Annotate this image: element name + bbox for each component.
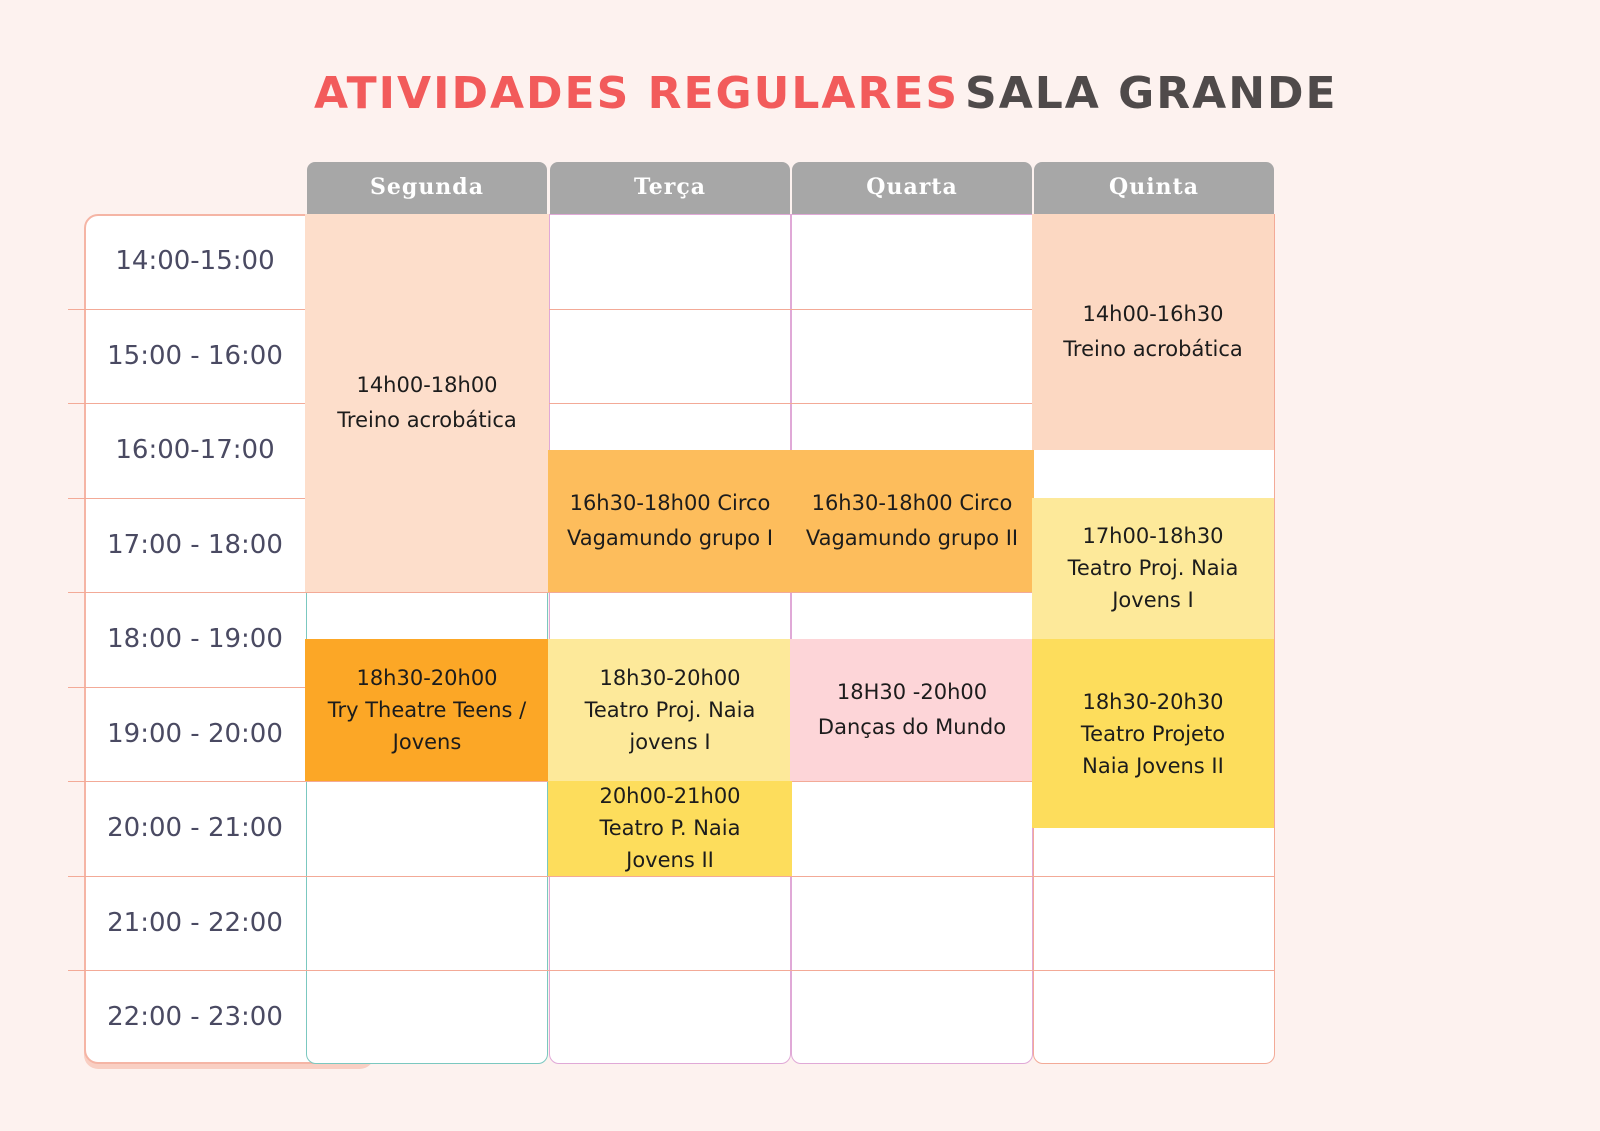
event-block[interactable] [790,450,1034,592]
event-text: Jovens I [1112,588,1194,613]
day-header-segunda: Segunda [307,162,547,214]
event-text: Try Theatre Teens / [327,698,527,723]
event-block[interactable] [305,214,549,592]
event-text: Teatro P. Naia [599,816,741,841]
event-text: 17h00-18h30 [1082,524,1224,549]
event-text: Teatro Proj. Naia [584,698,756,723]
event-text: 16h30-18h00 Circo [811,491,1013,516]
event-block[interactable] [790,639,1034,781]
event-block[interactable] [1032,639,1274,828]
event-text: jovens I [629,730,711,755]
time-slot-label: 14:00-15:00 [115,246,275,276]
event-text: Danças do Mundo [817,715,1007,740]
time-slot-label: 22:00 - 23:00 [107,1002,283,1032]
page-title: ATIVIDADES REGULARES [314,68,960,119]
room-title: SALA GRANDE [965,68,1338,119]
event-text: Treino acrobática [337,408,517,432]
event-text: Teatro Proj. Naia [1067,556,1239,581]
time-slot-label: 19:00 - 20:00 [107,718,283,749]
event-text: 18h30-20h30 [1082,689,1224,714]
day-header-quinta: Quinta [1034,162,1274,214]
time-slot-label: 16:00-17:00 [115,435,275,465]
event-text: 18h30-20h00 [599,666,741,691]
time-slot-label: 21:00 - 22:00 [107,907,283,938]
day-header-terca: Terça [550,162,790,214]
event-block[interactable] [548,639,792,781]
day-header-quarta: Quarta [792,162,1032,214]
event-text: Jovens II [626,848,714,873]
event-text: Naia Jovens II [1082,753,1224,778]
time-slot-label: 18:00 - 19:00 [107,624,283,654]
time-slot-label: 15:00 - 16:00 [107,340,283,371]
event-text: 14h00-18h00 [356,373,498,397]
event-text: 20h00-21h00 [599,784,741,809]
event-block[interactable] [548,450,792,592]
event-block[interactable] [548,781,792,876]
time-slot-label: 17:00 - 18:00 [107,529,283,560]
event-text: Teatro Projeto [1080,721,1226,746]
time-slot-label: 20:00 - 21:00 [107,813,283,843]
event-text: Treino acrobática [1063,337,1243,362]
event-block[interactable] [1032,214,1274,450]
event-text: Jovens [392,730,462,755]
event-text: 14h00-16h30 [1082,302,1224,327]
event-text: 18H30 -20h00 [836,680,988,705]
event-text: 18h30-20h00 [356,666,498,691]
event-block[interactable] [1032,498,1274,640]
event-text: Vagamundo grupo I [566,526,774,551]
event-block[interactable] [305,639,549,781]
event-text: 16h30-18h00 Circo [569,491,771,516]
event-text: Vagamundo grupo II [805,526,1019,551]
